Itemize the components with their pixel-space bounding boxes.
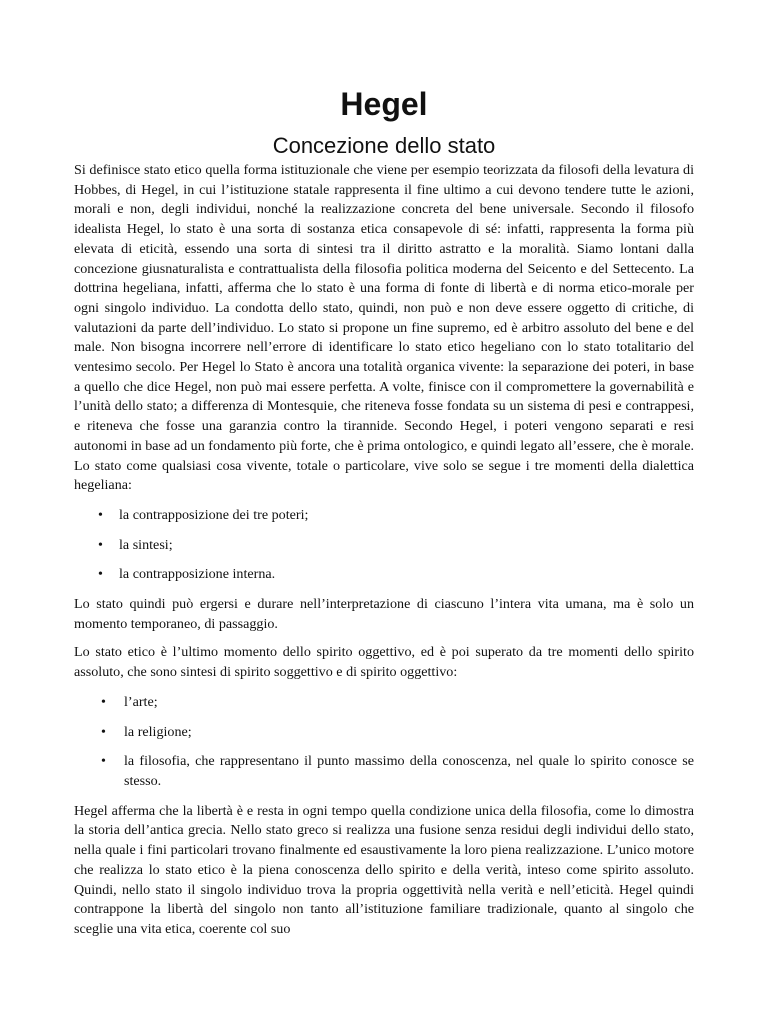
document-page	[74, 84, 694, 940]
paragraph-freedom: Hegel afferma che la libertà è e resta in ogni tempo quella condizione unica della filosofia, come lo dimostra la storia dell’antica grecia. Nello stato greco si realizza una fusione senza residui degli individui dello stato, nella quale i fini particolari trovano finalmente ed esaustivamente la loro piena realizzazione. L’unico motore che realizza lo stato etico è la piena conoscenza dello spirito e della verità, inteso come spirito assoluto. Quindi, nello stato il singolo individuo trova la propria oggettività nella verità e nell’eticità. Hegel quindi contrappone la libertà del singolo non tanto all’istituzione familiare tradizionale, quanto al singolo che sceglie una vita etica, coerente col suo	[74, 802, 694, 937]
list-item-text: l’arte;	[124, 693, 158, 710]
bullet-icon: •	[98, 537, 103, 553]
dialectic-moments-list	[74, 506, 694, 585]
document-subtitle: Concezione dello stato	[272, 133, 496, 158]
list-item-text: la contrapposizione dei tre poteri;	[119, 506, 309, 523]
list-item	[74, 723, 694, 743]
list-item-text: la religione;	[124, 723, 192, 740]
list-item	[74, 752, 694, 791]
list-item-text: la contrapposizione interna.	[119, 566, 276, 583]
list-item-text: la sintesi;	[119, 536, 173, 553]
document-title: Hegel	[340, 86, 428, 122]
bullet-icon: •	[101, 724, 106, 740]
list-item	[74, 506, 694, 526]
paragraph-intro: Si definisce stato etico quella forma istituzionale che viene per esempio teorizzata da filosofi della levatura di Hobbes, di Hegel, in cui l’istituzione statale rappresenta il fine ultimo a cui devono tendere tutte le azioni, morali e non, degli individui, nonché la realizzazione concreta del bene universale. Secondo il filosofo idealista Hegel, lo stato è una sorta di sostanza etica consapevole di sé: infatti, rappresenta la forma più elevata di eticità, essendo una sorta di sintesi tra il diritto astratto e la moralità. Siamo lontani dalla concezione giusnaturalista e contrattualista della filosofia politica moderna del Seicento e del Settecento. La dottrina hegeliana, infatti, afferma che lo stato è una forma di fonte di libertà e di norma etico-morale per ogni singolo individuo. La condotta dello stato, quindi, non può e non deve essere oggetto di critiche, di valutazioni da parte dell’individuo. Lo stato si propone un fine supremo, ed è arbitro assoluto del bene e del male. Non bisogna incorrere nell’errore di identificare lo stato etico hegeliano con lo stato totalitario del ventesimo secolo. Per Hegel lo Stato è ancora una totalità organica vivente: la separazione dei poteri, in base a quello che dice Hegel, non può mai essere perfetta. A volte, finisce con il compromettere la governabilità e l’unità dello stato; a differenza di Montesquie, che riteneva fosse fondata su un sistema di pesi e contrappesi, e riteneva che fosse una garanzia contro la tirannide. Secondo Hegel, i poteri vengono separati e resi autonomi in base ad un fondamento più forte, che è prima ontologico, e quindi legato all’essere, che è morale. Lo stato come qualsiasi cosa vivente, totale o particolare, vive solo se segue i tre momenti della dialettica hegeliana:	[74, 162, 694, 494]
bullet-icon: •	[98, 567, 103, 583]
absolute-spirit-list	[74, 693, 694, 792]
list-item-text: la filosofia, che rappresentano il punto massimo della conoscenza, nel quale lo spirito conosce se stesso.	[124, 753, 694, 789]
bullet-icon: •	[101, 754, 106, 770]
bullet-icon: •	[98, 507, 103, 523]
bullet-icon: •	[101, 694, 106, 710]
list-item	[74, 565, 694, 585]
list-item	[74, 536, 694, 556]
paragraph-temporary-moment: Lo stato quindi può ergersi e durare nell’interpretazione di ciascuno l’intera vita umana, ma è solo un momento temporaneo, di passaggio.	[74, 596, 694, 632]
list-item	[74, 693, 694, 713]
paragraph-absolute-spirit: Lo stato etico è l’ultimo momento dello spirito oggettivo, ed è poi superato da tre momenti dello spirito assoluto, che sono sintesi di spirito soggettivo e di spirito oggettivo:	[74, 644, 694, 681]
